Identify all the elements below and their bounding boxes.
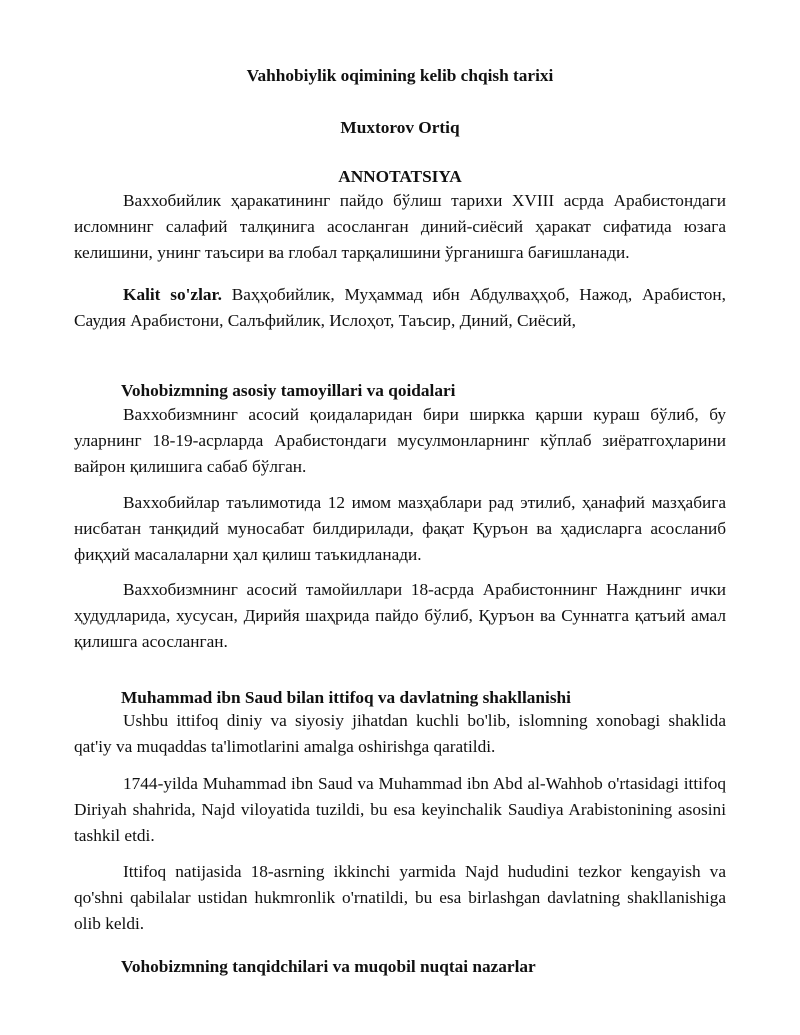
section-heading-principles: Vohobizmning asosiy tamoyillari va qoidalari bbox=[121, 381, 456, 400]
annotation-heading: ANNOTATSIYA bbox=[338, 167, 462, 186]
keywords-paragraph bbox=[74, 282, 726, 334]
document-title: Vahhobiylik oqimining kelib chqish tarixi bbox=[246, 66, 554, 85]
section1-paragraph-3: Ваххобизмнинг асосий тамойиллари 18-асрда Арабистоннинг Нажднинг ички ҳудудларида, хусусан, Дирийя шаҳрида пайдо бўлиб, Қуръон ва Суннатга қатъий амал қилишга асосланган. bbox=[74, 580, 726, 651]
keywords-text: Ваҳҳобийлик, Муҳаммад ибн Абдулваҳҳоб, Нажод, Арабистон, Саудия Арабистони, Салъфийлик, Ислоҳот, Таъсир, Диний, Сиёсий, bbox=[74, 285, 726, 330]
section1-paragraph-1: Ваххобизмнинг асосий қоидаларидан бири ширкка қарши кураш бўлиб, бу уларнинг 18-19-асрларда Арабистондаги мусулмонларнинг кўплаб зиёратгоҳларини вайрон қилишига сабаб бўлган. bbox=[74, 405, 726, 476]
section2-paragraph-2: 1744-yilda Muhammad ibn Saud va Muhammad ibn Abd al-Wahhob o'rtasidagi ittifoq Diriyah shahrida, Najd viloyatida tuzildi, bu esa keyinchalik Saudiya Arabistonining asosini tashkil etdi. bbox=[74, 774, 726, 845]
section2-paragraph-3: Ittifoq natijasida 18-asrning ikkinchi yarmida Najd hududini tezkor kengayish va qo'shni qabilalar ustidan hukmronlik o'rnatildi, bu esa birlashgan davlatning shakllanishiga olib keldi. bbox=[74, 862, 726, 933]
section2-paragraph-1: Ushbu ittifoq diniy va siyosiy jihatdan kuchli bo'lib, islomning xonobagi shaklida qat'iy va muqaddas ta'limotlarini amalga oshirishga qaratildi. bbox=[74, 711, 726, 756]
section-heading-alliance: Muhammad ibn Saud bilan ittifoq va davlatning shakllanishi bbox=[121, 688, 571, 707]
section-heading-critics: Vohobizmning tanqidchilari va muqobil nuqtai nazarlar bbox=[121, 957, 536, 976]
keywords-label: Kalit so'zlar. bbox=[123, 285, 222, 304]
annotation-paragraph: Ваххобийлик ҳаракатининг пайдо бўлиш тарихи XVIII асрда Арабистондаги исломнинг салафий талқинига асосланган диний-сиёсий ҳаракат сифатида юзага келишини, унинг таъсири ва глобал тарқалишини ўрганишга бағишланади. bbox=[74, 191, 726, 262]
section1-paragraph-2: Ваххобийлар таълимотида 12 имом мазҳаблари рад этилиб, ҳанафий мазҳабига нисбатан танқидий муносабат билдирилади, фақат Қуръон ва ҳадисларга асосланиб фиқҳий масалаларни ҳал қилиш таъкидланади. bbox=[74, 493, 726, 564]
document-author: Muxtorov Ortiq bbox=[340, 118, 460, 137]
